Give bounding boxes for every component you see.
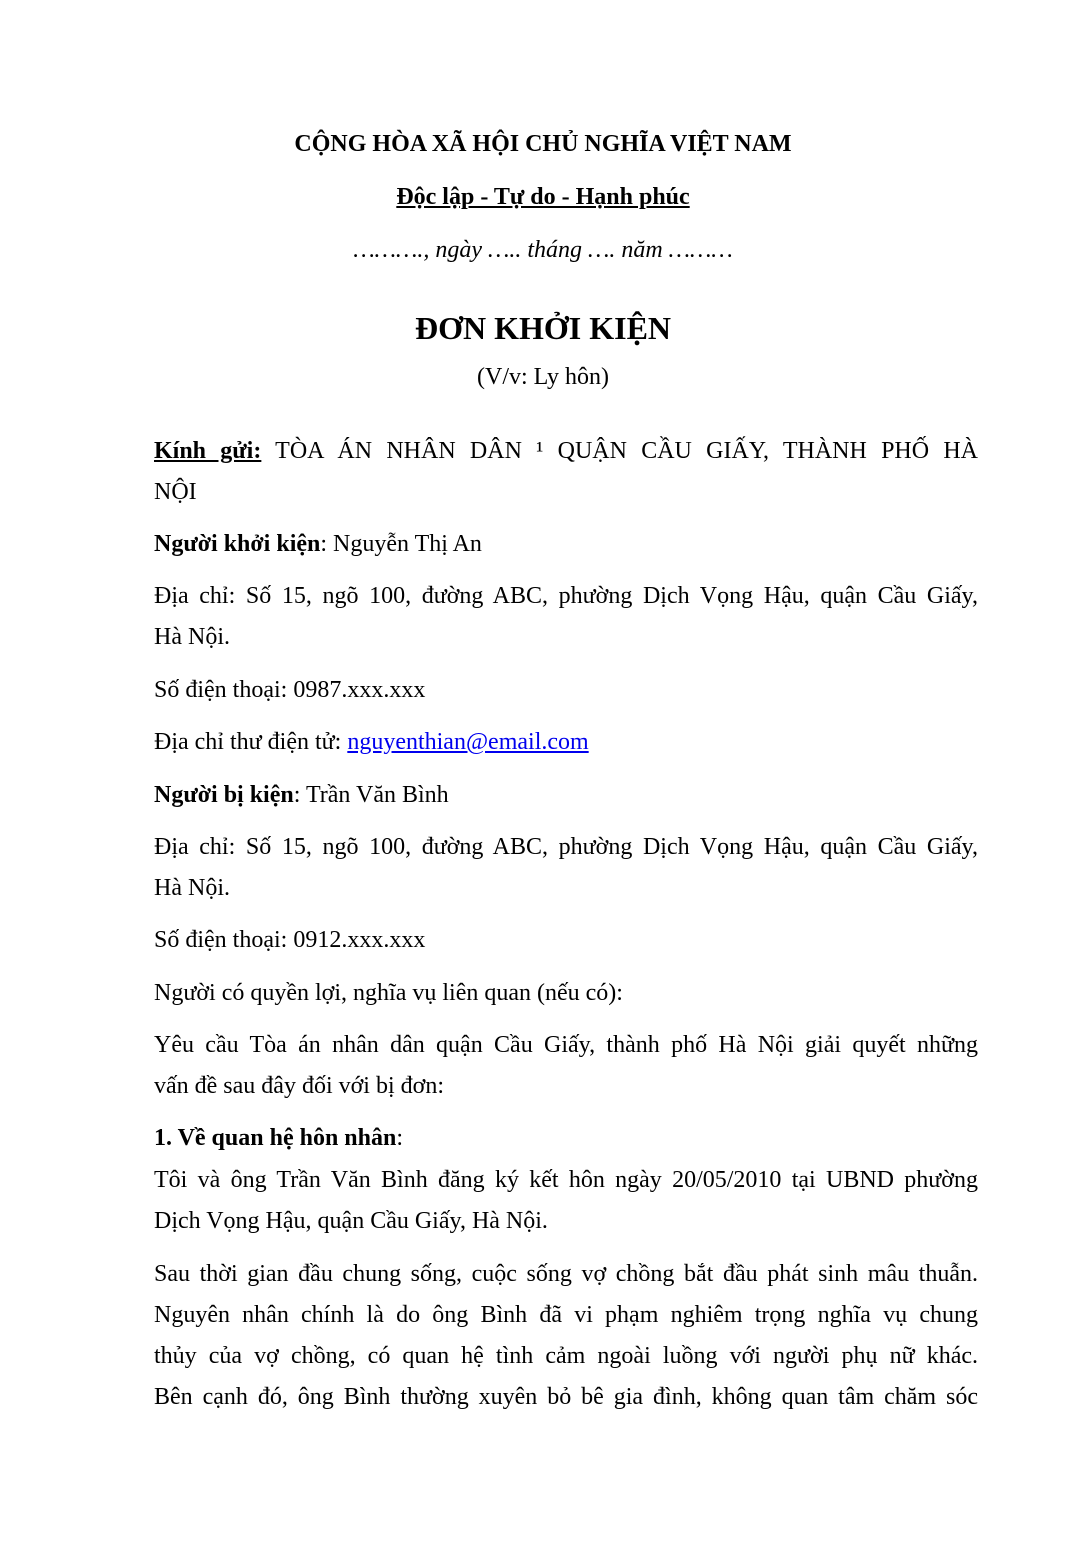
recipient-court: TÒA ÁN NHÂN DÂN ¹ QUẬN CẦU GIẤY, THÀNH PHỐ HÀ xyxy=(261,438,979,464)
motto-text: Độc lập - Tự do - Hạnh phúc xyxy=(396,184,690,210)
section-1-heading xyxy=(154,1118,978,1159)
request-line-1: Yêu cầu Tòa án nhân dân quận Cầu Giấy, thành phố Hà Nội giải quyết những xyxy=(154,1032,978,1058)
section-1-p2-line-3: thủy của vợ chồng, có quan hệ tình cảm ngoài luồng với người phụ nữ khác. xyxy=(154,1343,978,1369)
plaintiff-address-line-2: Hà Nội. xyxy=(154,624,230,650)
related-party-line: Người có quyền lợi, nghĩa vụ liên quan (nếu có): xyxy=(154,980,623,1006)
plaintiff-phone: Số điện thoại: 0987.xxx.xxx xyxy=(154,677,426,703)
defendant-address-line-2: Hà Nội. xyxy=(154,875,230,901)
defendant-name: : Trần Văn Bình xyxy=(293,782,449,808)
plaintiff-name-line xyxy=(154,524,978,565)
section-1-heading-text: 1. Về quan hệ hôn nhân xyxy=(154,1125,397,1151)
section-1-p2-line-1: Sau thời gian đầu chung sống, cuộc sống vợ chồng bắt đầu phát sinh mâu thuẫn. xyxy=(154,1261,978,1287)
recipient-line-2: NỘI xyxy=(154,479,197,505)
request-paragraph xyxy=(154,1025,978,1107)
defendant-phone: Số điện thoại: 0912.xxx.xxx xyxy=(154,927,426,953)
request-line-2: vấn đề sau đây đối với bị đơn: xyxy=(154,1073,445,1099)
national-title: CỘNG HÒA XÃ HỘI CHỦ NGHĨA VIỆT NAM xyxy=(294,131,792,157)
national-motto xyxy=(0,181,1086,213)
section-1-p1-line-1: Tôi và ông Trần Văn Bình đăng ký kết hôn ngày 20/05/2010 tại UBND phường xyxy=(154,1167,978,1193)
plaintiff-name: : Nguyễn Thị An xyxy=(320,531,482,557)
plaintiff-address xyxy=(154,576,978,658)
section-1-p1-line-2: Dịch Vọng Hậu, quận Cầu Giấy, Hà Nội. xyxy=(154,1208,548,1234)
plaintiff-label: Người khởi kiện xyxy=(154,531,321,557)
recipient-line-1 xyxy=(154,431,978,472)
section-1-heading-suffix: : xyxy=(396,1125,404,1151)
defendant-label: Người bị kiện xyxy=(154,782,294,808)
defendant-name-line xyxy=(154,775,978,816)
date-line: ………., ngày ….. tháng …. năm ……… xyxy=(353,237,733,263)
recipient-block xyxy=(154,431,978,513)
plaintiff-email-label: Địa chỉ thư điện tử: xyxy=(154,729,348,755)
section-1-paragraph-2 xyxy=(154,1254,978,1418)
plaintiff-email-link[interactable]: nguyenthian@email.com xyxy=(347,729,589,755)
plaintiff-email-line xyxy=(154,722,978,763)
document-subtitle: (V/v: Ly hôn) xyxy=(477,364,609,390)
plaintiff-address-line-1: Địa chỉ: Số 15, ngõ 100, đường ABC, phường Dịch Vọng Hậu, quận Cầu Giấy, xyxy=(154,583,978,609)
defendant-address xyxy=(154,827,978,909)
section-1-p2-line-2: Nguyên nhân chính là do ông Bình đã vi phạm nghiêm trọng nghĩa vụ chung xyxy=(154,1302,978,1328)
document-title: ĐƠN KHỞI KIỆN xyxy=(414,310,672,346)
section-1-paragraph-1 xyxy=(154,1160,978,1242)
section-1-p2-line-4: Bên cạnh đó, ông Bình thường xuyên bỏ bê gia đình, không quan tâm chăm sóc xyxy=(154,1384,978,1410)
defendant-address-line-1: Địa chỉ: Số 15, ngõ 100, đường ABC, phường Dịch Vọng Hậu, quận Cầu Giấy, xyxy=(154,834,978,860)
recipient-label: Kính gửi: xyxy=(154,438,262,464)
